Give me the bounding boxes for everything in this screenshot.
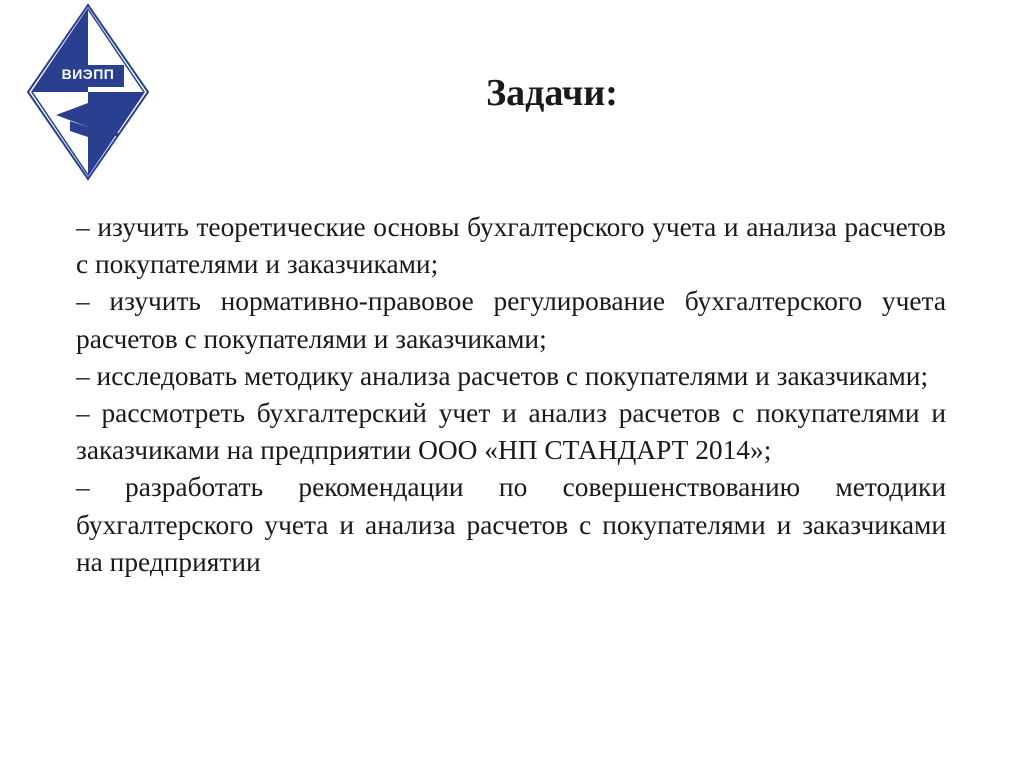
task-item: – изучить нормативно-правовое регулирование бухгалтерского учета расчетов с покупателями и заказчиками;: [76, 286, 946, 354]
title-container: [352, 66, 752, 120]
institute-logo: [26, 3, 150, 181]
slide-title: Задачи:: [486, 72, 618, 114]
logo-text: ВИЭПП: [61, 66, 115, 82]
task-item: – исследовать методику анализа расчетов с покупателями и заказчиками;: [76, 360, 929, 391]
task-list: [76, 209, 946, 581]
task-item: – рассмотреть бухгалтерский учет и анализ расчетов с покупателями и заказчиками на предприятии ООО «НП СТАНДАРТ 2014»;: [76, 398, 946, 466]
task-item: – разработать рекомендации по совершенствованию методики бухгалтерского учета и анализа расчетов с покупателями и заказчиками на предприятии: [76, 472, 946, 577]
task-item: – изучить теоретические основы бухгалтерского учета и анализа расчетов с покупателями и заказчиками;: [76, 212, 946, 280]
